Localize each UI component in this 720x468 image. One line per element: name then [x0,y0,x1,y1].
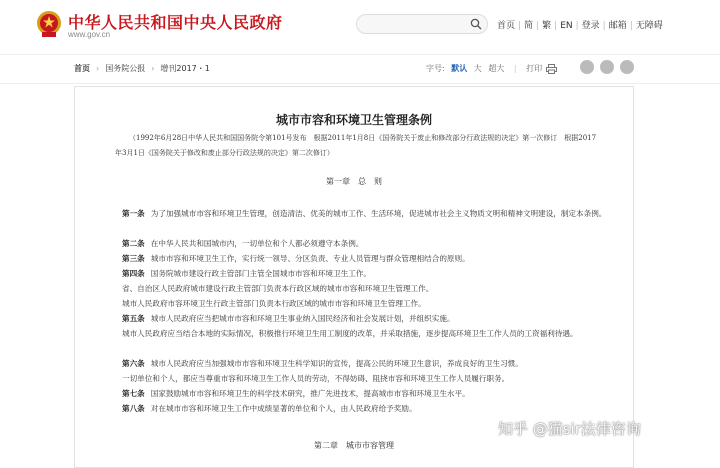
article-paragraph: 省、自治区人民政府城市建设行政主管部门负责本行政区域的城市市容和环境卫生管理工作。 [122,284,434,293]
article-paragraph: 第二条 在中华人民共和国城市内，一切单位和个人都必须遵守本条例。 [122,239,364,248]
breadcrumb-gazette[interactable]: 国务院公报 [105,64,146,73]
nav-simplified[interactable]: 简 [524,21,534,31]
article-body [74,86,634,468]
print-button[interactable] [526,64,557,73]
chapter-heading: 第一章 总 则 [326,177,382,186]
nav-login[interactable]: 登录 [581,21,600,31]
article-paragraph: 第四条 国务院城市建设行政主管部门主管全国城市市容和环境卫生工作。 [122,269,371,278]
font-size-xlarge[interactable]: 超大 [488,64,505,73]
article-paragraph: 第一条 为了加强城市市容和环境卫生管理，创造清洁、优美的城市工作、生活环境，促进城市社会主义物质文明和精神文明建设，制定本条例。 [122,209,607,218]
top-nav: 首页 | 简 | 繁 | EN | 登录 | 邮箱 | 无障碍 [497,21,663,31]
article-paragraph: 第六条 城市人民政府应当加强城市市容和环境卫生科学知识的宣传，提高公民的环境卫生意识，养成良好的卫生习惯。 [122,359,523,368]
favorite-share-icon[interactable] [620,60,634,74]
national-emblem-icon[interactable] [36,10,62,38]
breadcrumb-current[interactable]: 增刊2017・1 [160,64,210,73]
print-label: 打印 [526,64,543,73]
site-title[interactable]: 中华人民共和国中央人民政府 [68,13,283,32]
nav-home[interactable]: 首页 [497,21,516,31]
article-paragraph: 第七条 国家鼓励城市市容和环境卫生的科学技术研究，推广先进技术，提高城市市容和环境卫生水平。 [122,389,470,398]
search-icon[interactable] [470,18,482,30]
nav-traditional[interactable]: 繁 [542,21,552,31]
article-meta: （1992年6月28日中华人民共和国国务院令第101号发布 根据2011年1月8日《国务院关于废止和修改部分行政法规的决定》第一次修订 根据2017年3月1日《国务院关于修改和废止部分行政法规的决定》第二次修订） [115,134,597,157]
printer-icon [546,64,557,74]
reading-tools: 字号: 默认 大 超大 | 打印 [426,63,557,74]
chapter-heading: 第二章 城市市容管理 [314,441,394,450]
article-title: 城市市容和环境卫生管理条例 [275,113,432,127]
wechat-share-icon[interactable] [600,60,614,74]
watermark: 知乎 @猫sir法律咨询 [498,420,641,438]
nav-english[interactable]: EN [560,21,573,31]
article-paragraph: 城市人民政府市容环境卫生行政主管部门负责本行政区域的城市市容和环境卫生管理工作。 [122,299,426,308]
nav-mail[interactable]: 邮箱 [608,21,627,31]
chevron-right-icon: › [96,64,100,73]
chevron-right-icon: › [151,64,155,73]
font-size-label: 字号: [426,64,445,73]
article-paragraph: 第八条 对在城市市容和环境卫生工作中成绩显著的单位和个人，由人民政府给予奖励。 [122,404,417,413]
article-paragraph: 第三条 城市市容和环境卫生工作，实行统一领导、分区负责、专业人员管理与群众管理相结合的原则。 [122,254,470,263]
nav-accessibility[interactable]: 无障碍 [635,21,663,31]
site-url: www.gov.cn [68,30,111,39]
article-paragraph: 第五条 城市人民政府应当把城市市容和环境卫生事业纳入国民经济和社会发展计划，并组织实施。 [122,314,455,323]
article-paragraph: 城市人民政府应当结合本地的实际情况，积极推行环境卫生用工制度的改革，并采取措施，逐步提高环境卫生工作人员的工资福利待遇。 [122,329,578,338]
site-header [0,0,720,46]
breadcrumb [74,63,210,74]
weibo-share-icon[interactable] [580,60,594,74]
breadcrumb-home[interactable]: 首页 [74,64,90,73]
font-size-default[interactable]: 默认 [451,64,468,73]
search-input[interactable] [356,14,488,34]
font-size-large[interactable]: 大 [473,64,482,73]
article-paragraph: 一切单位和个人，都应当尊重市容和环境卫生工作人员的劳动，不得妨碍、阻挠市容和环境卫生工作人员履行职务。 [122,374,510,383]
